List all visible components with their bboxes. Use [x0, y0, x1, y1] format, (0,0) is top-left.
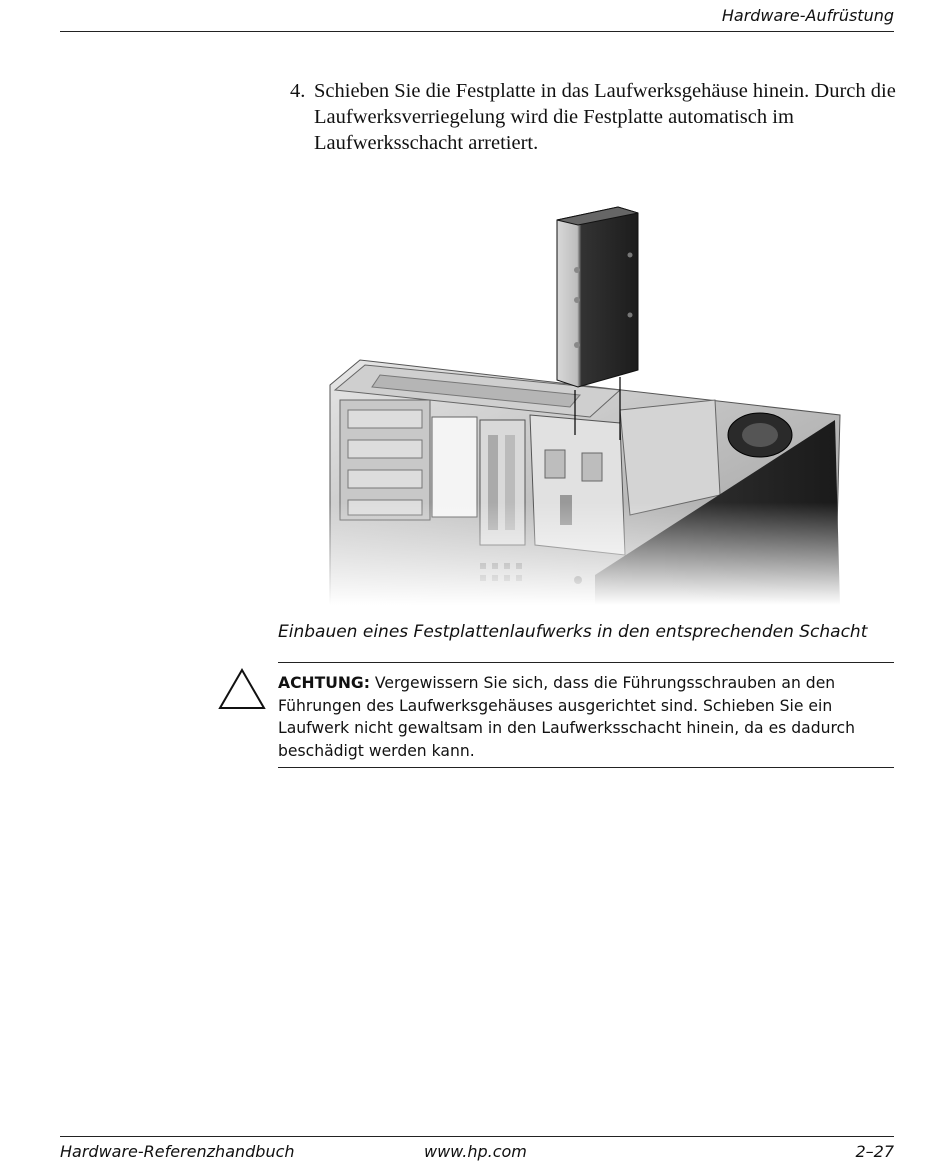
caution-label: ACHTUNG: [278, 674, 370, 692]
figure-caption: Einbauen eines Festplattenlaufwerks in den entsprechenden Schacht [278, 622, 868, 642]
step-number: 4. [290, 80, 306, 102]
step-text: Schieben Sie die Festplatte in das Laufwerksgehäuse hinein. Durch die Laufwerksverriegelung wird die Festplatte automatisch im Laufwerksschacht arretiert. [314, 80, 896, 154]
hard-drive-installation-illustration [320, 195, 845, 605]
caution-top-rule [278, 662, 894, 663]
footer-manual-title: Hardware-Referenzhandbuch [60, 1142, 295, 1161]
running-header-title: Hardware-Aufrüstung [721, 6, 894, 25]
instruction-step [290, 78, 910, 156]
footer-page-number: 2–27 [855, 1142, 894, 1161]
warning-triangle-icon [218, 668, 266, 710]
caution-bottom-rule [278, 767, 894, 768]
header-rule [60, 31, 894, 32]
caution-body: Vergewissern Sie sich, dass die Führungsschrauben an den Führungen des Laufwerksgehäuses ausgerichtet sind. Schieben Sie ein Laufwerk nicht gewaltsam in den Laufwerksschacht hinein, da es dadurch beschädigt werden kann. [278, 674, 855, 760]
footer-rule [60, 1136, 894, 1137]
footer-website: www.hp.com [424, 1142, 527, 1161]
caution-note [278, 672, 878, 762]
